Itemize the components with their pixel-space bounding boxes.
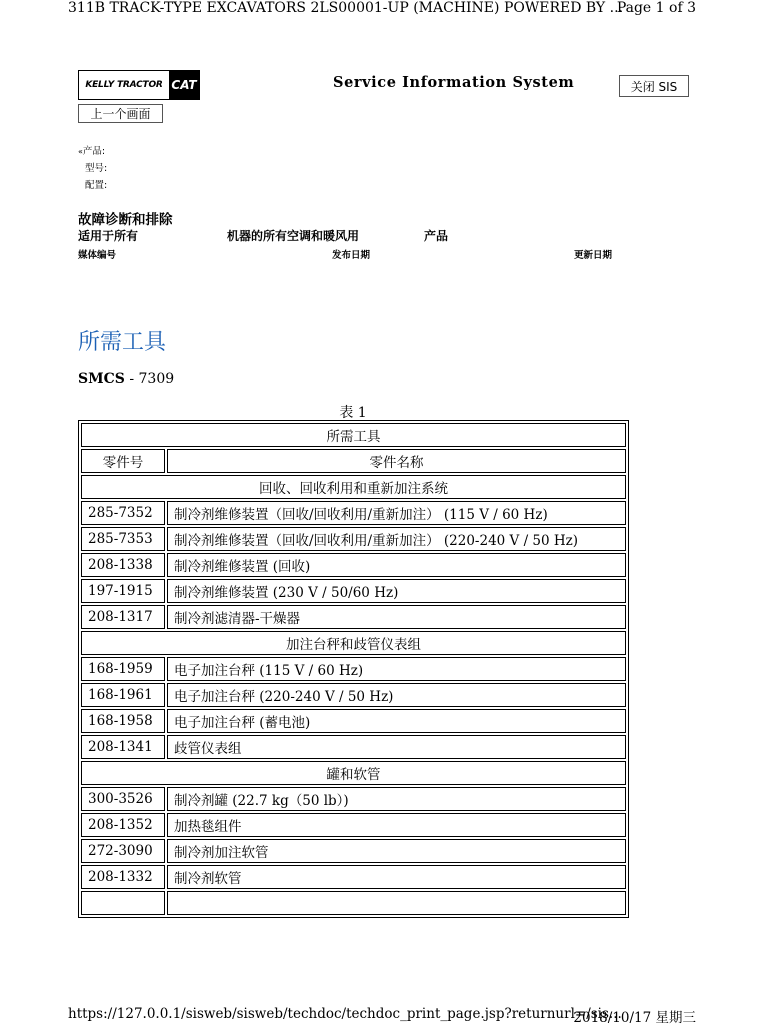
part-number-cell: 285-7353 [81,527,165,551]
table-row [81,735,626,759]
part-number-cell: 168-1958 [81,709,165,733]
config-label: 配置: [85,180,108,191]
part-name-cell: 制冷剂加注软管 [167,839,626,863]
sis-title: Service Information System [333,74,575,91]
part-name-cell: 制冷剂罐 (22.7 kg（50 lb）) [167,787,626,811]
part-number-cell: 208-1338 [81,553,165,577]
part-number-cell: 197-1915 [81,579,165,603]
section-header-row [81,475,626,499]
part-name-cell: 制冷剂维修装置 (230 V / 50/60 Hz) [167,579,626,603]
table-row [81,683,626,707]
category-title: 故障诊断和排除 [78,212,173,228]
part-name-cell: 加热毯组件 [167,813,626,837]
part-number-cell: 168-1959 [81,657,165,681]
part-name-cell: 电子加注台秤 (蓄电池) [167,709,626,733]
part-name-cell: 歧管仪表组 [167,735,626,759]
media-number-label: 媒体编号 [78,250,117,261]
part-number-cell [81,891,165,915]
table-row [81,813,626,837]
table-row [81,657,626,681]
chevron-left-icon: « [78,147,83,156]
part-name-cell: 制冷剂滤清器-干燥器 [167,605,626,629]
cat-logo-icon: CAT [169,71,199,99]
table-row [81,839,626,863]
table-row [81,579,626,603]
close-sis-button[interactable]: 关闭 SIS [619,75,689,97]
part-number-cell: 208-1317 [81,605,165,629]
section-header-row [81,761,626,785]
applies-description: 机器的所有空调和暖风用 [227,229,360,243]
smcs-code [78,371,174,387]
table-row [81,553,626,577]
kelly-tractor-cat-logo [78,70,200,100]
table-row [81,501,626,525]
product-heading: 产品 [424,229,449,243]
part-name-cell: 制冷剂维修装置 (回收) [167,553,626,577]
part-number-cell: 168-1961 [81,683,165,707]
document-header-title: 311B TRACK-TYPE EXCAVATORS 2LS00001-UP (MACHINE) POWERED BY ... [68,0,623,16]
product-label-row [78,143,105,157]
section-header-row [81,631,626,655]
table-title: 所需工具 [81,423,626,447]
part-name-cell [167,891,626,915]
dealer-logo-text: KELLY TRACTOR [85,80,163,90]
footer-date: 2018/10/17 星期三 [573,1010,696,1026]
table-caption: 表 1 [339,405,367,421]
applies-to: 适用于所有 [78,229,139,243]
column-header-part-name: 零件名称 [167,449,626,473]
required-tools-table [78,420,629,918]
table-row [81,527,626,551]
part-name-cell: 电子加注台秤 (220-240 V / 50 Hz) [167,683,626,707]
part-number-cell: 272-3090 [81,839,165,863]
part-name-cell: 制冷剂维修装置（回收/回收利用/重新加注） (220-240 V / 50 Hz) [167,527,626,551]
table-row [81,605,626,629]
part-name-cell: 制冷剂软管 [167,865,626,889]
model-label: 型号: [85,163,108,174]
section-title: 加注台秤和歧管仪表组 [81,631,626,655]
part-name-cell: 制冷剂维修装置（回收/回收利用/重新加注） (115 V / 60 Hz) [167,501,626,525]
update-date-label: 更新日期 [574,250,613,261]
page-number: Page 1 of 3 [616,0,696,16]
publish-date-label: 发布日期 [332,250,371,261]
section-title: 回收、回收利用和重新加注系统 [81,475,626,499]
column-header-part-number: 零件号 [81,449,165,473]
table-row [81,865,626,889]
part-number-cell: 208-1352 [81,813,165,837]
section-title: 罐和软管 [81,761,626,785]
table-row [81,709,626,733]
table-row [81,787,626,811]
smcs-separator: - [124,371,139,387]
part-number-cell: 208-1332 [81,865,165,889]
table-title-row [81,423,626,447]
part-number-cell: 285-7352 [81,501,165,525]
table-header-row [81,449,626,473]
table-row [81,891,626,915]
product-label: 产品: [82,146,106,157]
footer-url: https://127.0.0.1/sisweb/sisweb/techdoc/techdoc_print_page.jsp?returnurl=/sis... [68,1006,622,1022]
smcs-value: 7309 [138,371,175,387]
page-title: 所需工具 [78,330,167,355]
part-number-cell: 300-3526 [81,787,165,811]
previous-screen-button[interactable]: 上一个画面 [78,104,163,123]
part-name-cell: 电子加注台秤 (115 V / 60 Hz) [167,657,626,681]
part-number-cell: 208-1341 [81,735,165,759]
smcs-label: SMCS [78,371,125,387]
